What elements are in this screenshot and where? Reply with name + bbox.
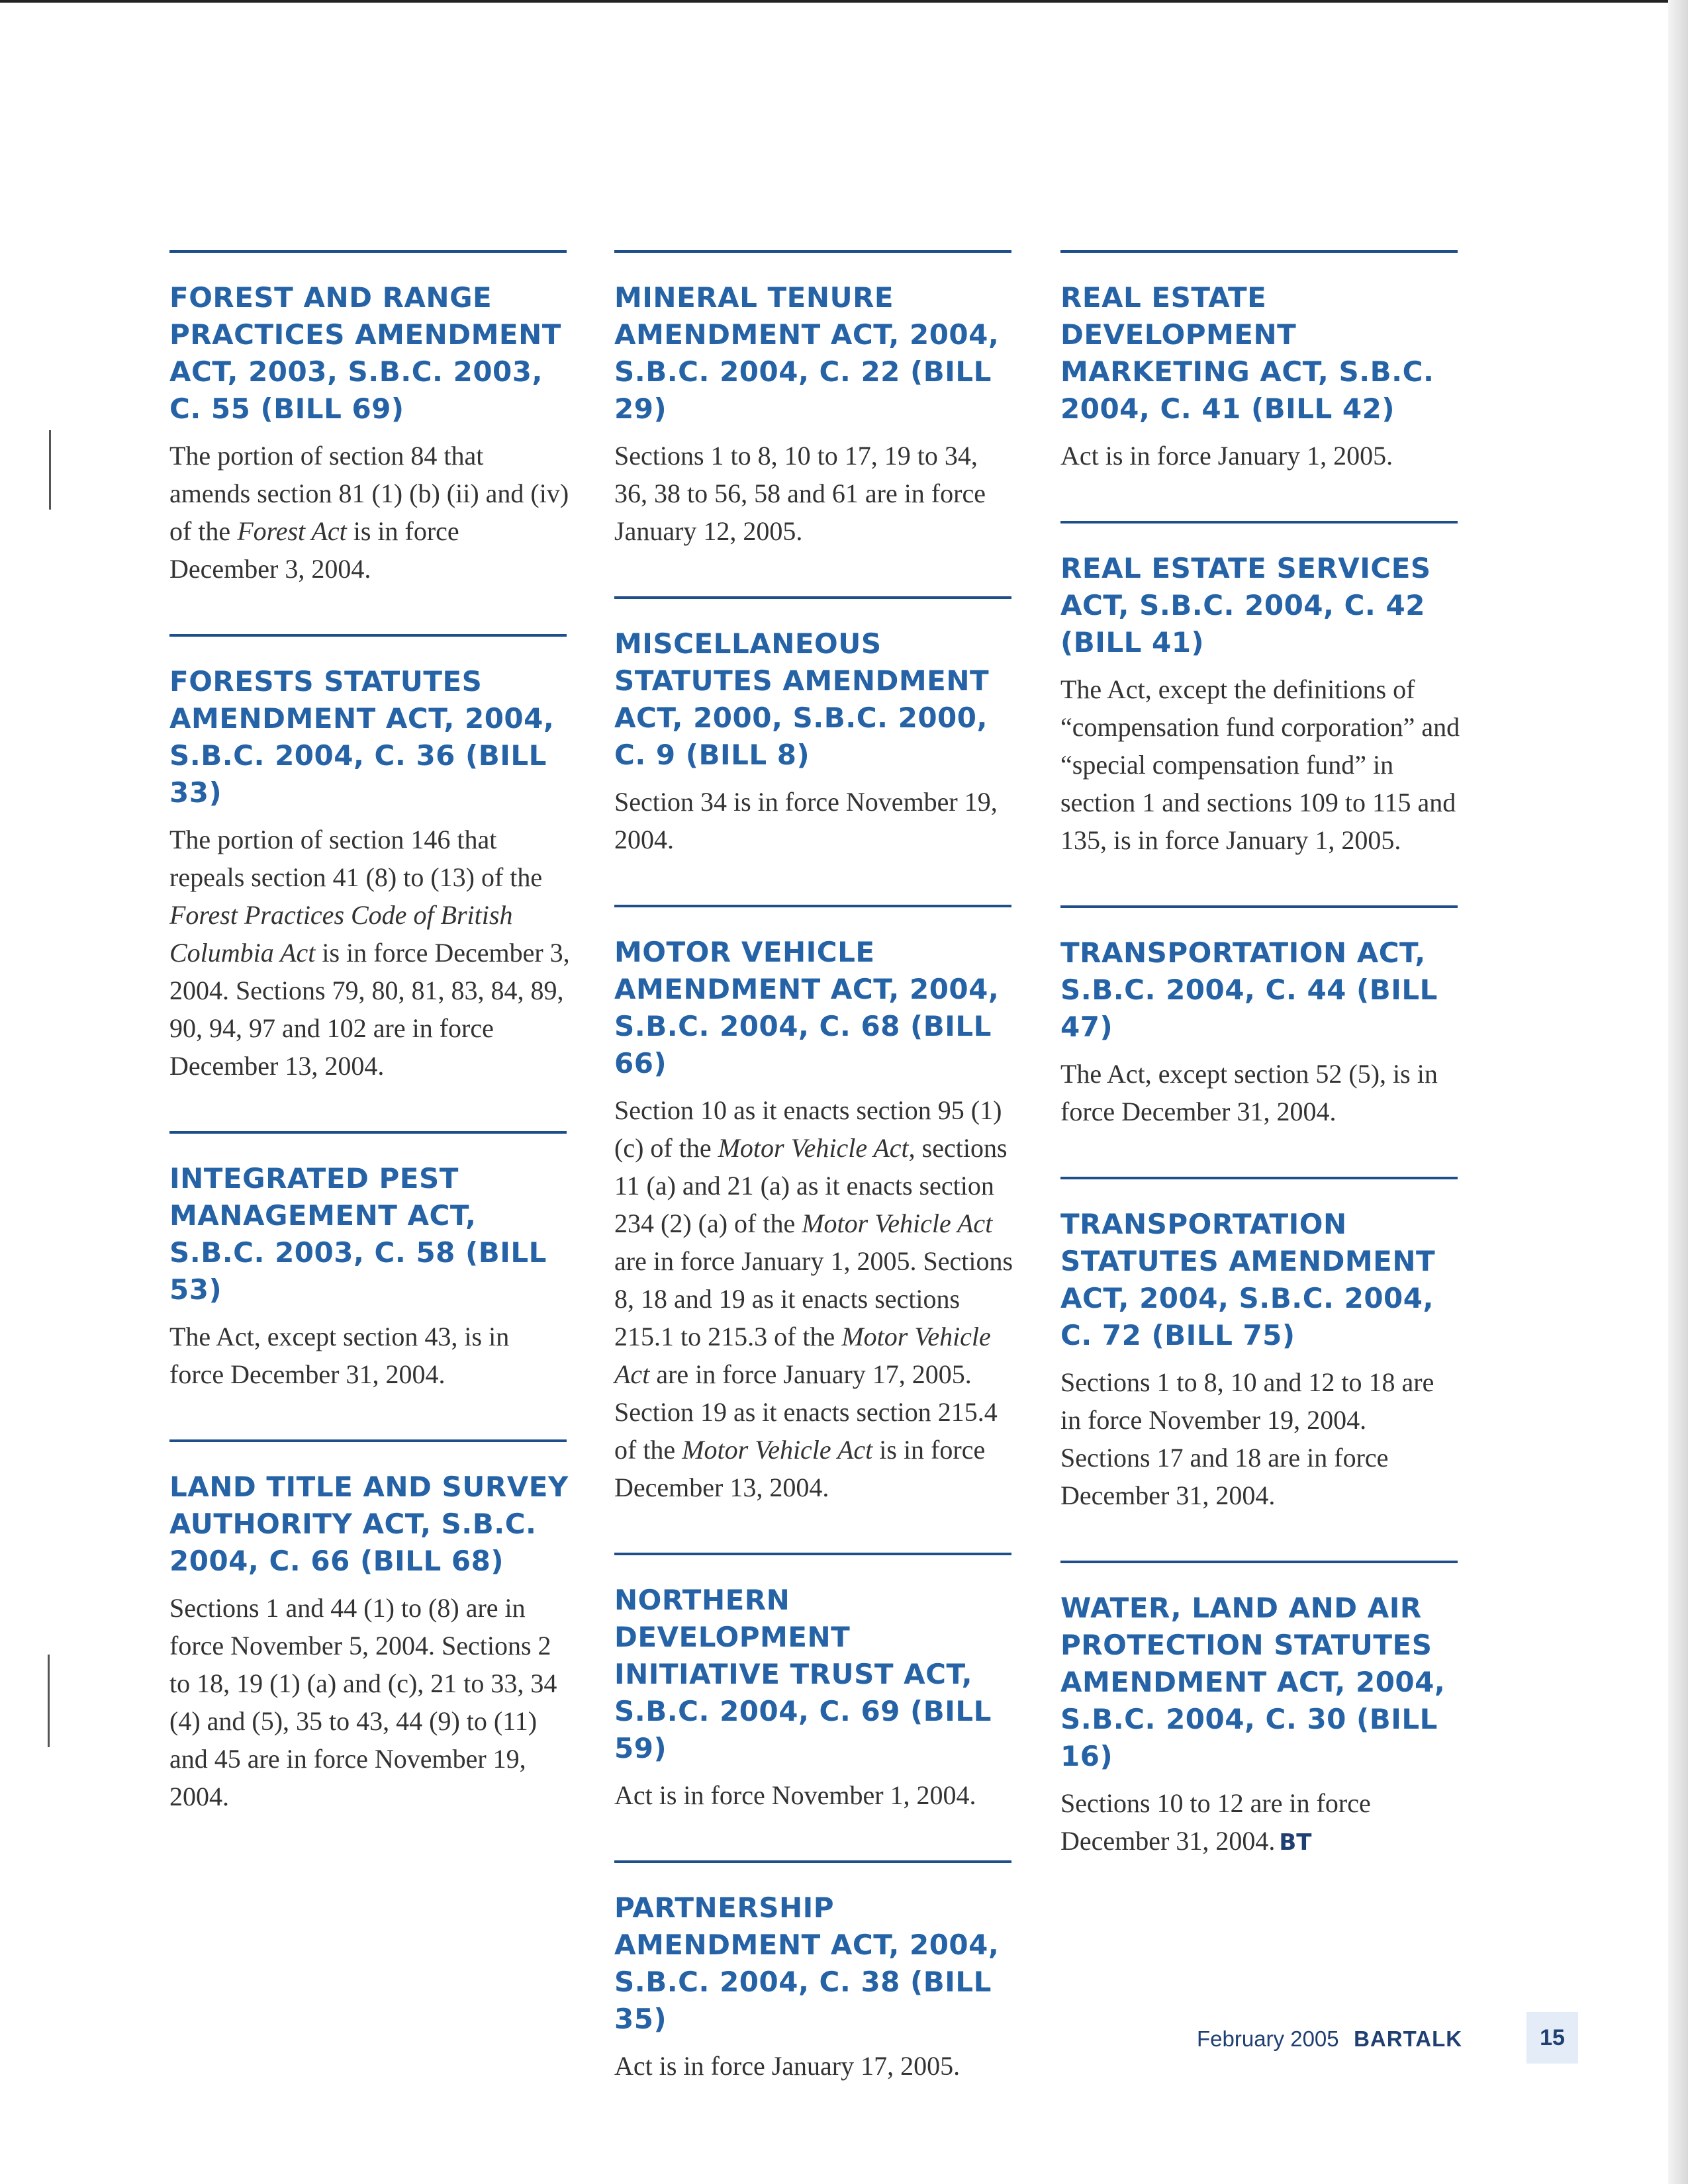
page-footer xyxy=(1197,2026,1462,2052)
section-divider xyxy=(1060,1561,1458,1563)
section-divider xyxy=(614,250,1011,253)
act-body xyxy=(1060,437,1461,475)
body-text: Sections 1 to 8, 10 to 17, 19 to 34, 36, 38 to 56, 58 and 61 are in force January 12, 2005. xyxy=(614,441,986,546)
section-divider xyxy=(614,905,1011,907)
act-body xyxy=(1060,1363,1461,1514)
act-title: PARTNERSHIP AMENDMENT ACT, 2004, S.B.C. 2004, C. 38 (BILL 35) xyxy=(614,1891,1000,2035)
act-entry xyxy=(614,905,1015,1506)
act-entry xyxy=(1060,250,1461,475)
act-name-italic: Motor Vehicle Act xyxy=(802,1208,993,1238)
section-divider xyxy=(169,1131,567,1134)
section-divider xyxy=(169,634,567,637)
page-number: 15 xyxy=(1526,2012,1578,2064)
act-title: MINERAL TENURE AMENDMENT ACT, 2004, S.B.C. 2004, C. 22 (BILL 29) xyxy=(614,281,1000,425)
body-text: The portion of section 84 that amends section 81 (1) (b) (ii) and (iv) of the xyxy=(169,441,569,546)
act-name-italic: Forest Practices Code of British Columbia Act xyxy=(169,900,513,968)
section-divider xyxy=(614,1860,1011,1863)
act-title: MISCELLANEOUS STATUTES AMENDMENT ACT, 2000, S.B.C. 2000, C. 9 (BILL 8) xyxy=(614,627,990,771)
margin-mark xyxy=(49,430,51,510)
act-body xyxy=(169,1318,570,1393)
section-divider xyxy=(1060,1177,1458,1179)
body-text: Section 10 as it enacts section 95 (1) (c) of the xyxy=(614,1095,1002,1163)
section-divider xyxy=(169,1439,567,1442)
body-text: Sections 10 to 12 are in force December 31, 2004. xyxy=(1060,1788,1371,1856)
act-body xyxy=(614,2047,1015,2085)
section-divider xyxy=(1060,521,1458,523)
act-body xyxy=(1060,670,1461,859)
act-title: FORESTS STATUTES AMENDMENT ACT, 2004, S.B.C. 2004, C. 36 (BILL 33) xyxy=(169,665,555,809)
page-edge-shadow xyxy=(1668,0,1688,2184)
act-title: INTEGRATED PEST MANAGEMENT ACT, S.B.C. 2003, C. 58 (BILL 53) xyxy=(169,1162,547,1306)
act-body xyxy=(614,783,1015,858)
act-name-italic: Motor Vehicle Act xyxy=(718,1133,909,1163)
act-entry xyxy=(1060,905,1461,1130)
section-divider xyxy=(614,596,1011,599)
body-text: Sections 1 to 8, 10 and 12 to 18 are in force November 19, 2004. Sections 17 and 18 are in force December 31, 2004. xyxy=(1060,1367,1434,1510)
act-title: REAL ESTATE SERVICES ACT, S.B.C. 2004, C. 42 (BILL 41) xyxy=(1060,552,1431,659)
act-title: NORTHERN DEVELOPMENT INITIATIVE TRUST ACT, S.B.C. 2004, C. 69 (BILL 59) xyxy=(614,1584,992,1764)
body-text: Act is in force January 1, 2005. xyxy=(1060,441,1393,471)
body-text: The Act, except section 52 (5), is in force December 31, 2004. xyxy=(1060,1059,1438,1126)
act-body xyxy=(169,821,570,1085)
column-middle xyxy=(614,250,1015,2131)
act-entry xyxy=(1060,521,1461,859)
body-text: are in force January 1, 2005. Sections 8, 18 and 19 as it enacts sections 215.1 to 215.3 of the xyxy=(614,1246,1013,1351)
act-entry xyxy=(169,250,570,588)
act-body xyxy=(614,437,1015,550)
section-divider xyxy=(1060,250,1458,253)
act-name-italic: Motor Vehicle Act xyxy=(682,1435,873,1465)
act-body xyxy=(169,437,570,588)
body-text: Act is in force November 1, 2004. xyxy=(614,1780,976,1810)
body-text: The portion of section 146 that repeals section 41 (8) to (13) of the xyxy=(169,825,543,892)
column-right xyxy=(1060,250,1461,1908)
act-title: FOREST AND RANGE PRACTICES AMENDMENT ACT, 2003, S.B.C. 2003, C. 55 (BILL 69) xyxy=(169,281,561,425)
body-text: The Act, except section 43, is in force December 31, 2004. xyxy=(169,1322,510,1389)
margin-mark xyxy=(48,1655,50,1747)
column-left xyxy=(169,250,570,1862)
act-entry xyxy=(614,250,1015,550)
body-text: The Act, except the definitions of “compensation fund corporation” and “special compensation fund” in section 1 and sections 109 to 115 and 135, is in force January 1, 2005. xyxy=(1060,674,1460,855)
section-divider xyxy=(1060,905,1458,908)
section-divider xyxy=(169,250,567,253)
body-text: is in force December 13, 2004. xyxy=(614,1435,986,1502)
act-entry xyxy=(169,634,570,1085)
act-entry xyxy=(169,1439,570,1815)
act-entry xyxy=(169,1131,570,1393)
body-text: , sections 11 (a) and 21 (a) as it enacts section 234 (2) (a) of the xyxy=(614,1133,1008,1238)
act-entry xyxy=(1060,1177,1461,1514)
body-text: Act is in force January 17, 2005. xyxy=(614,2051,961,2081)
top-page-rule xyxy=(0,0,1688,3)
act-body xyxy=(169,1589,570,1815)
end-mark: BT xyxy=(1279,1829,1312,1856)
act-entry xyxy=(1060,1561,1461,1862)
section-divider xyxy=(614,1553,1011,1555)
body-text: Sections 1 and 44 (1) to (8) are in force November 5, 2004. Sections 2 to 18, 19 (1) (a) and (c), 21 to 33, 34 (4) and (5), 35 to 43, 44 (9) to (11) and 45 are in force November 19, 2004. xyxy=(169,1593,557,1811)
act-title: REAL ESTATE DEVELOPMENT MARKETING ACT, S.B.C. 2004, C. 41 (BILL 42) xyxy=(1060,281,1434,425)
act-body xyxy=(1060,1055,1461,1130)
act-body xyxy=(614,1091,1015,1506)
act-body xyxy=(614,1776,1015,1814)
act-title: MOTOR VEHICLE AMENDMENT ACT, 2004, S.B.C. 2004, C. 68 (BILL 66) xyxy=(614,936,1000,1079)
act-title: WATER, LAND AND AIR PROTECTION STATUTES AMENDMENT ACT, 2004, S.B.C. 2004, C. 30 (BILL 16) xyxy=(1060,1592,1446,1772)
act-body xyxy=(1060,1784,1461,1862)
act-title: TRANSPORTATION ACT, S.B.C. 2004, C. 44 (BILL 47) xyxy=(1060,936,1438,1043)
act-name-italic: Motor Vehicle Act xyxy=(614,1322,991,1389)
act-name-italic: Forest Act xyxy=(237,516,347,546)
act-entry xyxy=(614,1860,1015,2085)
body-text: are in force January 17, 2005. Section 19 as it enacts section 215.4 of the xyxy=(614,1359,998,1465)
act-title: LAND TITLE AND SURVEY AUTHORITY ACT, S.B.C. 2004, C. 66 (BILL 68) xyxy=(169,1471,569,1577)
footer-magazine-name: BARTALK xyxy=(1354,2026,1463,2051)
footer-date: February 2005 xyxy=(1197,2026,1339,2051)
body-text: is in force December 3, 2004. xyxy=(169,516,459,584)
body-text: Section 34 is in force November 19, 2004. xyxy=(614,787,998,854)
act-entry xyxy=(614,1553,1015,1814)
body-text: is in force December 3, 2004. Sections 79, 80, 81, 83, 84, 89, 90, 94, 97 and 102 are in force December 13, 2004. xyxy=(169,938,570,1081)
act-title: TRANSPORTATION STATUTES AMENDMENT ACT, 2004, S.B.C. 2004, C. 72 (BILL 75) xyxy=(1060,1208,1436,1351)
act-entry xyxy=(614,596,1015,858)
